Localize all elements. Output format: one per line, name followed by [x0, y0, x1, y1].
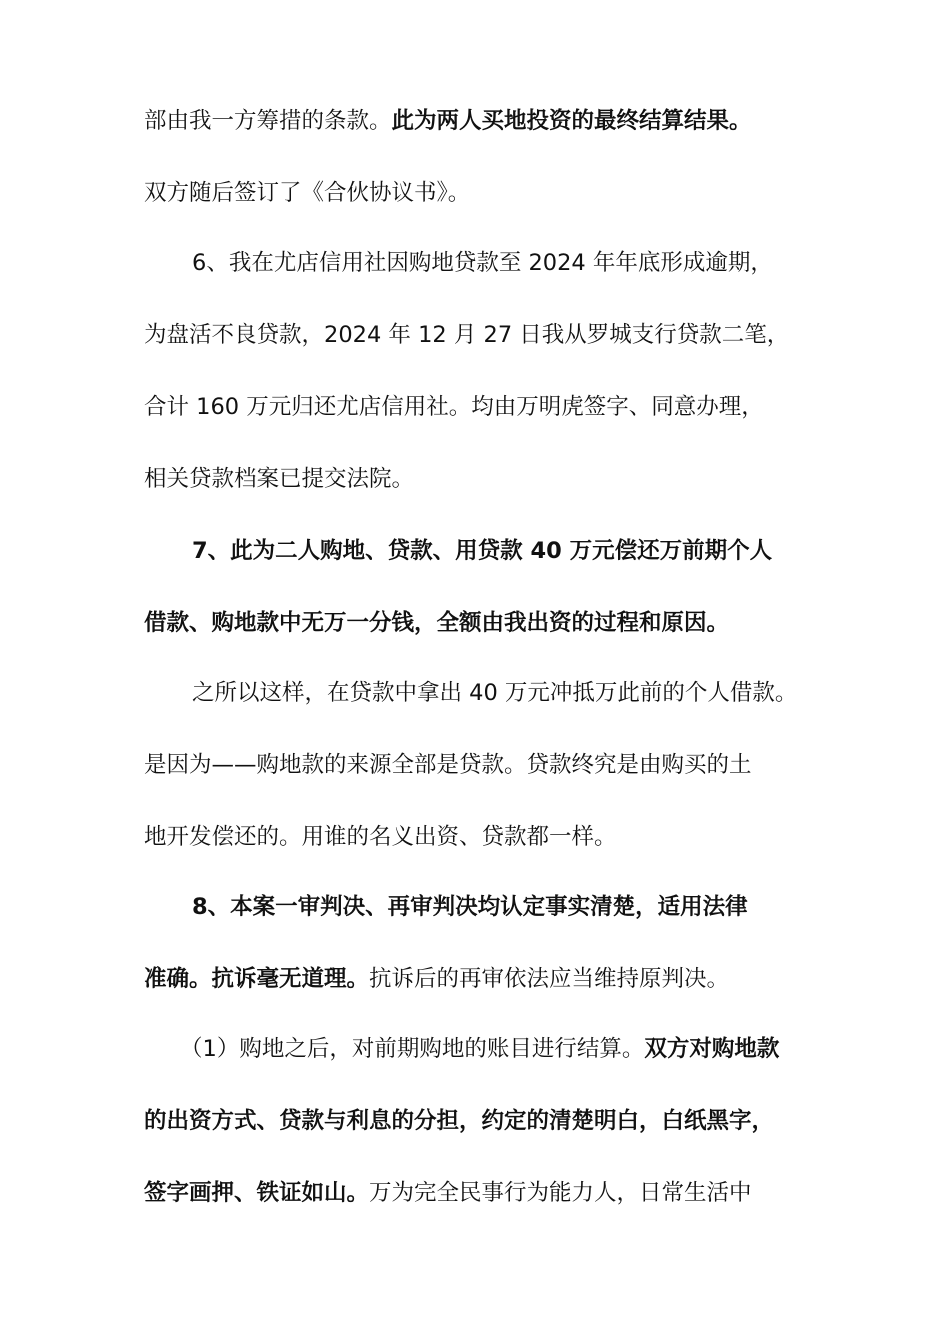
- paragraph-8-1-line-3: [144, 1178, 824, 1208]
- paragraph-7-line-2: [144, 608, 824, 638]
- text-run: 之所以这样，在贷款中拿出 40 万元冲抵万此前的个人借款。: [192, 680, 798, 706]
- bold-text-run: 双方对购地款: [644, 1036, 780, 1062]
- bold-text-run: 7、此为二人购地、贷款、用贷款 40 万元偿还万前期个人: [192, 538, 773, 564]
- text-run: 万为完全民事行为能力人，日常生活中: [369, 1180, 752, 1206]
- paragraph-6-line-1: [192, 248, 832, 278]
- paragraph-8-1-line-2: [144, 1106, 824, 1136]
- bold-text-run: 签字画押、铁证如山。: [144, 1180, 370, 1206]
- paragraph-explain-line-1: [192, 678, 832, 708]
- text-run: 合计 160 万元归还尤店信用社。均由万明虎签字、同意办理，: [144, 394, 764, 420]
- text-run: 双方随后签订了《合伙协议书》。: [144, 180, 471, 206]
- paragraph-line-2: [144, 178, 824, 208]
- paragraph-explain-line-3: [144, 822, 824, 852]
- bold-text-run: 准确。抗诉毫无道理。: [144, 966, 370, 992]
- text-run: 抗诉后的再审依法应当维持原判决。: [369, 966, 730, 992]
- paragraph-6-line-2: [144, 320, 824, 350]
- paragraph-line-1: [144, 106, 824, 136]
- paragraph-7-line-1: [192, 536, 832, 566]
- bold-text-run: 借款、购地款中无万一分钱，全额由我出资的过程和原因。: [144, 610, 730, 636]
- paragraph-8-line-2: [144, 964, 824, 994]
- paragraph-6-line-3: [144, 392, 824, 422]
- text-run: 相关贷款档案已提交法院。: [144, 466, 415, 492]
- text-run: 地开发偿还的。用谁的名义出资、贷款都一样。: [144, 824, 617, 850]
- paragraph-6-line-4: [144, 464, 824, 494]
- text-run: 6、我在尤店信用社因购地贷款至 2024 年年底形成逾期，: [192, 250, 773, 276]
- bold-text-run: 此为两人买地投资的最终结算结果。: [391, 108, 752, 134]
- bold-text-run: 的出资方式、贷款与利息的分担，约定的清楚明白，白纸黑字，: [144, 1108, 775, 1134]
- bold-text-run: 8、本案一审判决、再审判决均认定事实清楚，适用法律: [192, 894, 748, 920]
- text-run: 是因为——购地款的来源全部是贷款。贷款终究是由购买的土: [144, 752, 752, 778]
- text-run: 为盘活不良贷款，2024 年 12 月 27 日我从罗城支行贷款二笔，: [144, 322, 790, 348]
- paragraph-explain-line-2: [144, 750, 824, 780]
- paragraph-8-line-1: [192, 892, 832, 922]
- paragraph-8-1-line-1: [180, 1034, 830, 1064]
- text-run: 部由我一方筹措的条款。: [144, 108, 392, 134]
- text-run: （1）购地之后，对前期购地的账目进行结算。: [180, 1036, 645, 1062]
